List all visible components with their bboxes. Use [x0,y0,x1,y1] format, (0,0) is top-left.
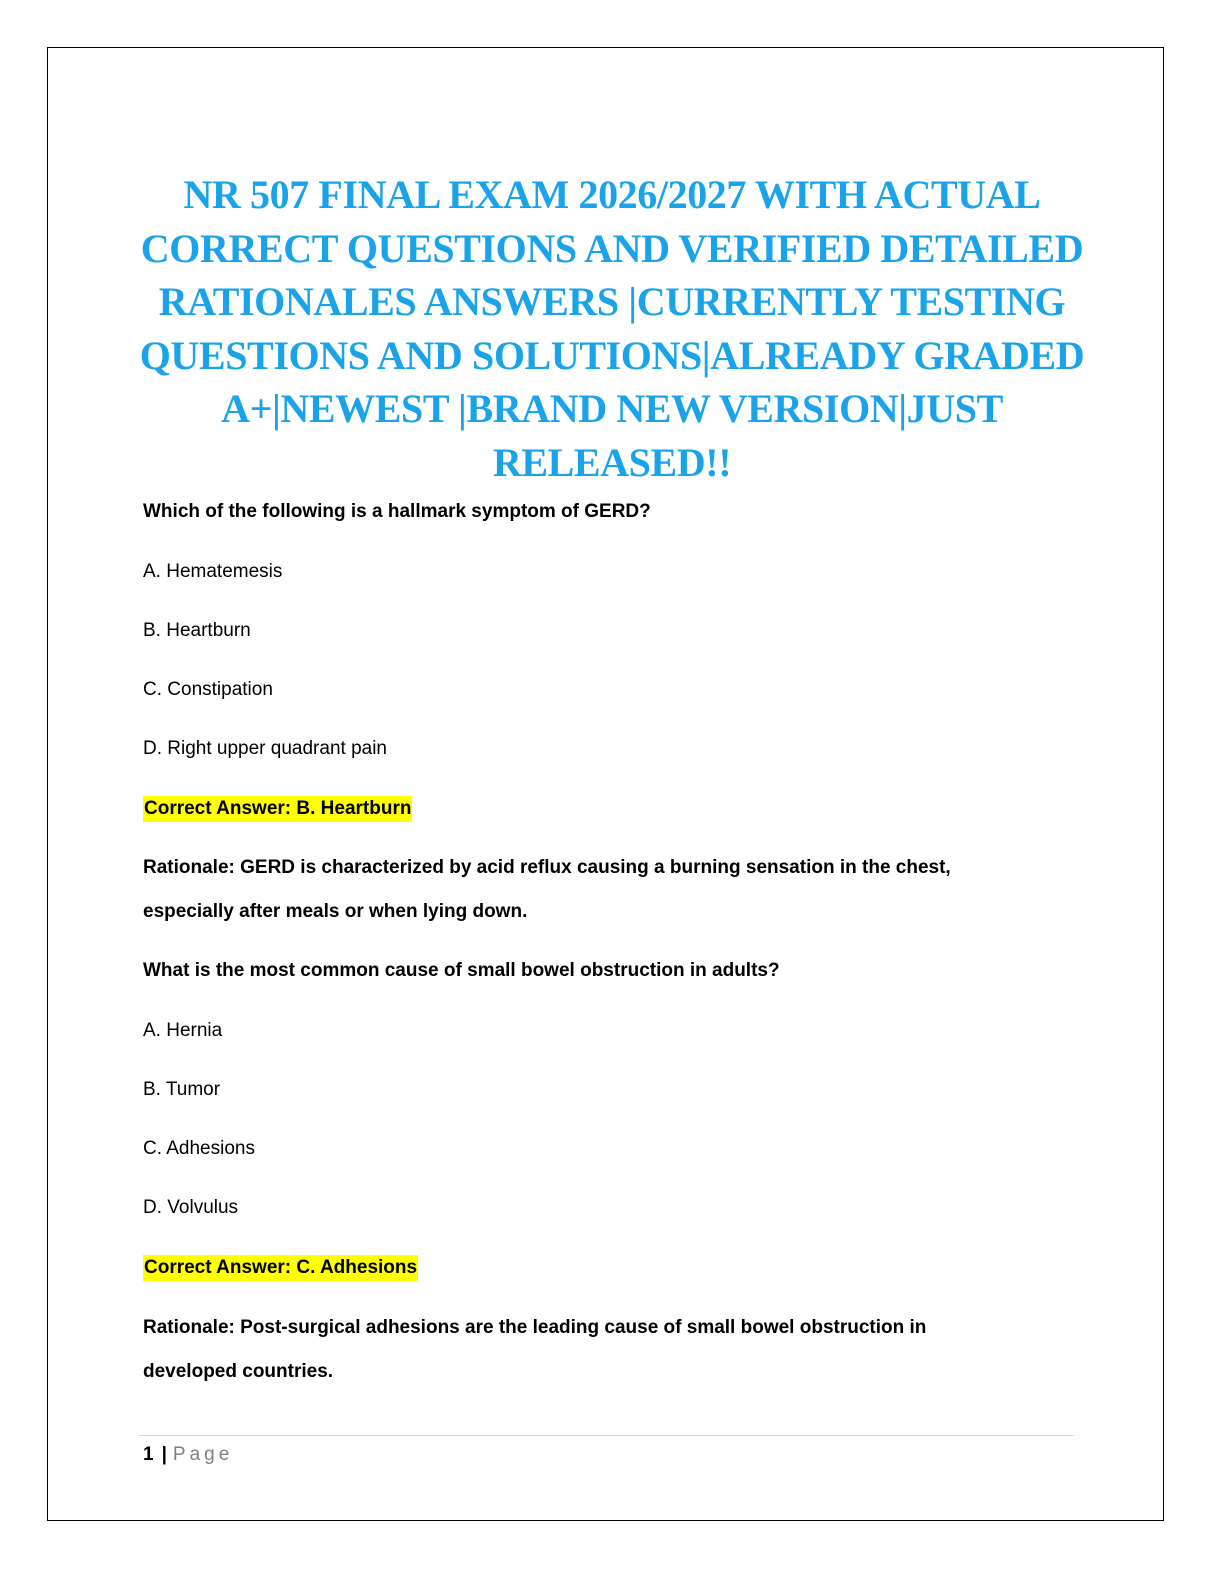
answer-option: A. Hernia [143,1020,223,1041]
answer-option: B. Tumor [143,1079,221,1100]
answer-option: B. Heartburn [143,620,251,641]
document-title: NR 507 FINAL EXAM 2026/2027 WITH ACTUAL CORRECT QUESTIONS AND VERIFIED DETAILED RATIONALES ANSWERS |CURRENTLY TESTING QUESTIONS AND SOLUTIONS|ALREADY GRADED A+|NEWEST |BRAND NEW VERSION|JUST RELEASED!! [139,172,1085,485]
page-label: Page [172,1444,234,1465]
page-number: 1 [143,1444,154,1465]
correct-answer-highlight: Correct Answer: C. Adhesions [143,1255,418,1281]
rationale-text: Rationale: Post-surgical adhesions are the leading cause of small bowel obstruction in developed countries. [143,1317,927,1382]
question-text: Which of the following is a hallmark symptom of GERD? [143,501,651,522]
correct-answer [143,796,412,822]
page-footer [143,1442,233,1468]
question-text: What is the most common cause of small bowel obstruction in adults? [143,960,780,981]
footer-divider [139,1435,1074,1436]
answer-option: C. Constipation [143,679,273,700]
correct-answer [143,1255,418,1281]
answer-option: D. Right upper quadrant pain [143,738,387,759]
rationale-text: Rationale: GERD is characterized by acid reflux causing a burning sensation in the chest, especially after meals or when lying down. [143,857,951,922]
answer-option: D. Volvulus [143,1197,239,1218]
answer-option: A. Hematemesis [143,561,283,582]
answer-option: C. Adhesions [143,1138,255,1159]
correct-answer-highlight: Correct Answer: B. Heartburn [143,796,412,822]
footer-separator: | [161,1444,167,1465]
